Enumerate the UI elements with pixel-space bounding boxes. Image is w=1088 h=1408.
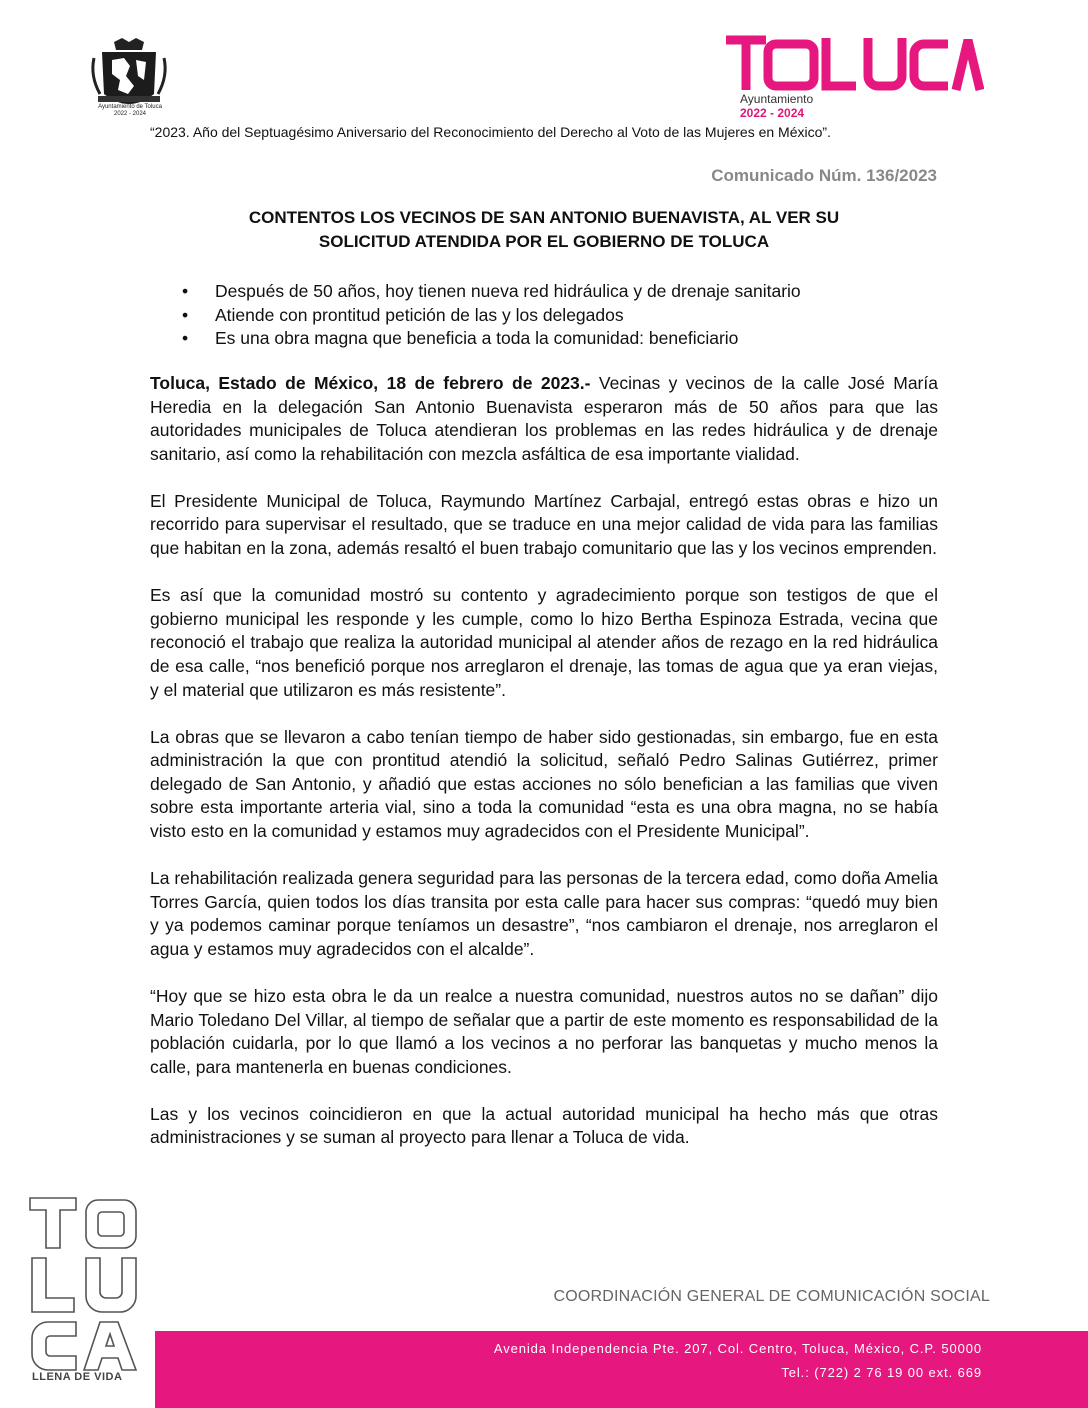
body-paragraph: Es así que la comunidad mostró su contento y agradecimiento porque son testigos de que el gobierno municipal les responde y les cumple, como lo hizo Bertha Espinoza Estrada, vecina que reconoció el trabajo que realiza la autoridad municipal al atender años de rezago en la red hidráulica de esa calle, “nos benefició porque nos arreglaron el drenaje, las tomas de agua que ya eran viejas, y el material que utilizaron es más resistente”.	[150, 585, 938, 700]
paragraph-text: Vecinas y vecinos de la calle José María Heredia en la delegación San Antonio Buenavista esperaron más de 50 años para que las autoridades municipales de Toluca atendieran los problemas en las redes hidráulica y de drenaje sanitario, así como la rehabilitación con mezcla asfáltica de esa importante vialidad.	[150, 373, 938, 464]
article-body	[150, 372, 938, 1174]
seal-caption-name: Ayuntamiento de Toluca	[98, 104, 162, 110]
body-paragraph: “Hoy que se hizo esta obra le da un realce a nuestra comunidad, nuestros autos no se dañan” dijo Mario Toledano Del Villar, al tiempo de señalar que a partir de este momento es responsabilidad de la población cuidarla, por lo que llamó a los vecinos a no perforar las banquetas y mucho menos la calle, para mantenerla en buenas condiciones.	[150, 985, 938, 1077]
logo-tagline: LLENA DE VIDA	[32, 1371, 123, 1383]
body-paragraph: La rehabilitación realizada genera seguridad para las personas de la tercera edad, como doña Amelia Torres García, quien todos los días transita por esta calle para hacer sus compras: “quedó muy bien y ya podemos caminar porque teníamos un desastre”, “nos cambiaron el drenaje, nos arreglaron el agua y estamos muy agradecidos con el alcalde”.	[150, 868, 939, 959]
headline	[150, 206, 938, 254]
release-number: Comunicado Núm. 136/2023	[711, 166, 937, 185]
footer-address: Avenida Independencia Pte. 207, Col. Centro, Toluca, México, C.P. 50000	[493, 1341, 982, 1356]
department-name: COORDINACIÓN GENERAL DE COMUNICACIÓN SOCIAL	[553, 1288, 990, 1305]
body-paragraph: Las y los vecinos coincidieron en que la actual autoridad municipal ha hecho más que otras administraciones y se suman al proyecto para llenar a Toluca de vida.	[150, 1103, 938, 1148]
annual-slogan: “2023. Año del Septuagésimo Aniversario del Reconocimiento del Derecho al Voto de las Mujeres en México”.	[150, 124, 831, 140]
body-paragraph	[150, 372, 938, 466]
bullet-item: • Después de 50 años, hoy tienen nueva red hidráulica y de drenaje sanitario	[150, 280, 938, 304]
body-paragraph: El Presidente Municipal de Toluca, Raymundo Martínez Carbajal, entregó estas obras e hizo un recorrido para supervisar el resultado, que se traduce en una mejor calidad de vida para las familias que habitan en la zona, además resaltó el buen trabajo comunitario que las y los vecinos emprenden.	[150, 490, 938, 559]
dateline: Toluca, Estado de México, 18 de febrero de 2023.-	[150, 373, 591, 393]
toluca-stacked-logo-icon	[28, 1194, 140, 1380]
logo-subtitle: Ayuntamiento	[740, 92, 814, 106]
seal-caption-years: 2022 - 2024	[113, 111, 147, 117]
bullet-item: • Atiende con prontitud petición de las y los delegados	[150, 304, 938, 328]
summary-bullets	[150, 280, 938, 351]
footer-phone: Tel.: (722) 2 76 19 00 ext. 669	[781, 1365, 982, 1380]
bullet-item: • Es una obra magna que beneficia a toda la comunidad: beneficiario	[150, 327, 938, 351]
body-paragraph: La obras que se llevaron a cabo tenían tiempo de haber sido gestionadas, sin embargo, fue en esta administración la que con prontitud atendió la solicitud, señaló Pedro Salinas Gutiérrez, primer delegado de San Antonio, y añadió que estas acciones no sólo benefician a las familias que viven sobre esta importante arteria vial, sino a toda la comunidad “esta es una obra magna, no se había visto esto en la comunidad y estamos muy agradecidos con el Presidente Municipal”.	[150, 726, 938, 841]
seal-caption	[84, 104, 176, 118]
headline-line-2: SOLICITUD ATENDIDA POR EL GOBIERNO DE TOLUCA	[318, 232, 770, 251]
logo-years: 2022 - 2024	[740, 106, 805, 120]
headline-line-1: CONTENTOS LOS VECINOS DE SAN ANTONIO BUENAVISTA, AL VER SU	[248, 208, 840, 227]
toluca-logo-icon	[722, 34, 984, 92]
